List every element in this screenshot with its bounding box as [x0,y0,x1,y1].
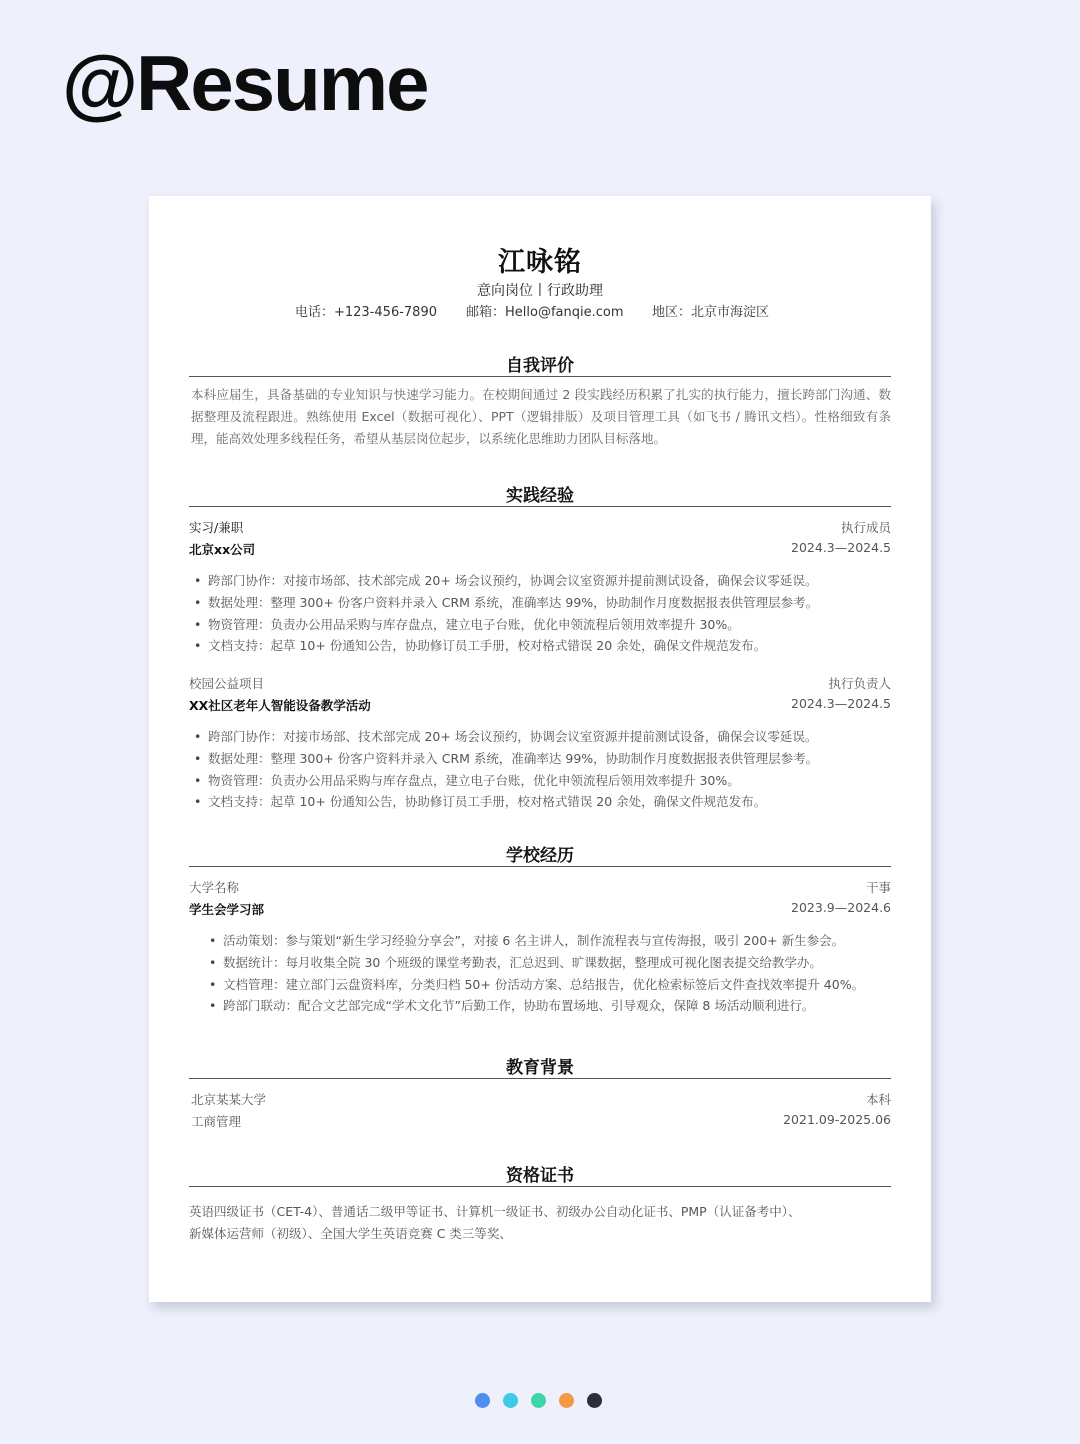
contact-region: 地区：北京市海淀区 [652,305,770,320]
list-item: • 物资管理：负责办公用品采购与库存盘点，建立电子台账，优化申领流程后领用效率提升 30%。 [192,614,818,636]
experience-bullets [192,726,818,813]
certs-line-2: 新媒体运营师（初级）、全国大学生英语竞赛 C 类三等奖、 [189,1226,512,1241]
school-role: 干事 [865,880,891,895]
section-title-self-eval: 自我评价 [506,356,574,376]
experience-org: 北京xx公司 [189,542,256,557]
contact-phone: 电话：+123-456-7890 [295,305,437,320]
certs-line-1: 英语四级证书（CET-4）、普通话二级甲等证书、计算机一级证书、初级办公自动化证书、PMP（认证备考中）、 [189,1204,801,1219]
experience-org: XX社区老年人智能设备教学活动 [189,698,371,713]
list-item: • 跨部门联动：配合文艺部完成“学术文化节”后勤工作，协助布置场地、引导观众，保障 8 场活动顺利进行。 [207,995,864,1017]
experience-period: 2024.3—2024.5 [791,696,891,711]
page-indicator [475,1393,602,1408]
page-dot[interactable] [531,1393,546,1408]
job-intent: 意向岗位丨行政助理 [477,283,603,299]
experience-role: 执行成员 [840,520,891,535]
resume-sheet [149,196,931,1302]
school-dept: 学生会学习部 [189,902,265,917]
experience-role: 执行负责人 [828,676,891,691]
list-item: • 文档支持：起草 10+ 份通知公告，协助修订员工手册，校对格式错误 20 余处，确保文件规范发布。 [192,791,818,813]
contact-email: 邮箱：Hello@fanqie.com [466,305,624,320]
list-item: • 跨部门协作：对接市场部、技术部完成 20+ 场会议预约，协调会议室资源并提前测试设备，确保会议零延误。 [192,726,818,748]
section-divider [189,866,891,867]
section-title-school: 学校经历 [506,846,574,866]
education-period: 2021.09-2025.06 [783,1112,891,1127]
section-title-education: 教育背景 [506,1058,574,1078]
experience-period: 2024.3—2024.5 [791,540,891,555]
page-dot[interactable] [475,1393,490,1408]
section-divider [189,506,891,507]
school-period: 2023.9—2024.6 [791,900,891,915]
candidate-name: 江咏铭 [498,247,582,278]
school-university: 大学名称 [189,880,240,895]
section-divider [189,1186,891,1187]
experience-bullets [192,570,818,657]
page-dot[interactable] [559,1393,574,1408]
education-major: 工商管理 [191,1114,242,1129]
list-item: • 数据处理：整理 300+ 份客户资料并录入 CRM 系统，准确率达 99%，协助制作月度数据报表供管理层参考。 [192,592,818,614]
list-item: • 跨部门协作：对接市场部、技术部完成 20+ 场会议预约，协调会议室资源并提前测试设备，确保会议零延误。 [192,570,818,592]
experience-type: 校园公益项目 [189,676,265,691]
self-eval-text: 本科应届生，具备基础的专业知识与快速学习能力。在校期间通过 2 段实践经历积累了扎实的执行能力，擅长跨部门沟通、数据整理及流程跟进。熟练使用 Excel（数据可视化）、PPT（逻辑排版）及项目管理工具（如飞书 / 腾讯文档）。性格细致有条理，能高效处理多线程任务，希望从基层岗位起步，以系统化思维助力团队目标落地。 [191,387,891,446]
list-item: • 文档支持：起草 10+ 份通知公告，协助修订员工手册，校对格式错误 20 余处，确保文件规范发布。 [192,635,818,657]
education-school: 北京某某大学 [191,1092,267,1107]
list-item: • 文档管理：建立部门云盘资料库，分类归档 50+ 份活动方案、总结报告，优化检索标签后文件查找效率提升 40%。 [207,974,864,996]
list-item: • 数据处理：整理 300+ 份客户资料并录入 CRM 系统，准确率达 99%，协助制作月度数据报表供管理层参考。 [192,748,818,770]
school-bullets [207,930,864,1017]
list-item: • 数据统计：每月收集全院 30 个班级的课堂考勤表，汇总迟到、旷课数据，整理成可视化图表提交给教学办。 [207,952,864,974]
list-item: • 活动策划：参与策划“新生学习经验分享会”，对接 6 名主讲人，制作流程表与宣传海报，吸引 200+ 新生参会。 [207,930,864,952]
experience-type: 实习/兼职 [189,520,244,535]
education-degree: 本科 [865,1092,891,1107]
section-divider [189,376,891,377]
brand-title: @Resume [62,39,428,127]
section-title-certs: 资格证书 [506,1166,574,1186]
section-divider [189,1078,891,1079]
page-dot[interactable] [503,1393,518,1408]
section-title-experience: 实践经验 [506,486,574,506]
list-item: • 物资管理：负责办公用品采购与库存盘点，建立电子台账，优化申领流程后领用效率提升 30%。 [192,770,818,792]
page-dot-active[interactable] [587,1393,602,1408]
